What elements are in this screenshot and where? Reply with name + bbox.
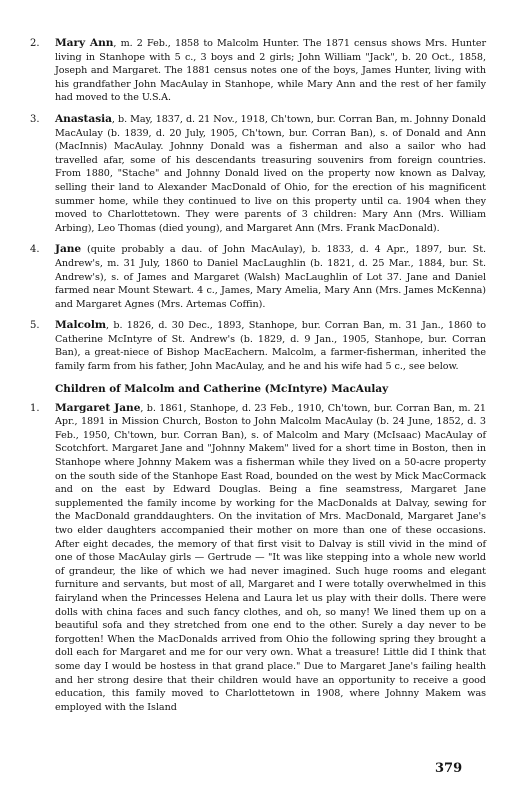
entry-text [55, 113, 486, 235]
entry-body: , m. 2 Feb., 1858 to Malcolm Hunter. The 1871 census shows Mrs. Hunter living in Stanhope with 5 c., 3 boys and 2 girls; John William "Jack", b. 20 Oct., 1858, Joseph and Margaret. The 1881 census notes one of the boys, James Hunter, living with his grandfather John MacAulay in Stanhope, while Mary Ann and the rest of her family had moved to the U.S.A. [55, 38, 486, 104]
entry-number: 1. [30, 402, 40, 414]
page-number: 379 [435, 761, 463, 776]
entry-name: Anastasia [55, 112, 112, 125]
entry-body: , b. 1826, d. 30 Dec., 1893, Stanhope, bur. Corran Ban, m. 31 Jan., 1860 to Catherine McIntyre of St. Andrew's (b. 1829, d. 9 Jan., 1905, Stanhope, bur. Corran Ban), a great-niece of Bishop MacEachern. Malcolm, a farmer-fisherman, inherited the family farm from his father, John MacAulay, and he and his wife had 5 c., see below. [55, 320, 486, 373]
entry-name: Margaret Jane [55, 401, 141, 414]
entry-body: , b. May, 1837, d. 21 Nov., 1918, Ch'town, bur. Corran Ban, m. Johnny Donald MacAulay (b. 1839, d. 20 July, 1905, Ch'town, bur. Corran Ban), s. of Donald and Ann (MacInnis) MacAulay. Johnny Donald was a fisherman and also a sailor who had travelled afar, some of his descendants treasuring souvenirs from foreign countries. From 1880, "Stache" and Johnny Donald lived on the property now known as Dalvay, selling their land to Alexander MacDonald of Ohio, for the erection of his magnificent summer home, while they continued to live on this property until ca. 1904 when they moved to Charlottetown. They were parents of 3 children: Mary Ann (Mrs. William Arbing), Leo Thomas (died young), and Margaret Ann (Mrs. Frank MacDonald). [55, 113, 486, 234]
entries-list [0, 37, 509, 722]
section-heading: Children of Malcolm and Catherine (McIntyre) MacAulay [55, 382, 389, 395]
entry-text [55, 37, 486, 105]
entry-body: (quite probably a dau. of John MacAulay), b. 1833, d. 4 Apr., 1897, bur. St. Andrew's, m. 31 July, 1860 to Daniel MacLaughlin (b. 1821, d. 25 Mar., 1884, bur. St. Andrew's), s. of James and Margaret (Walsh) MacLaughlin of Lot 37. Jane and Daniel farmed near Mount Stewart. 4 c., James, Mary Amelia, Mary Ann (Mrs. James McKenna) and Margaret Agnes (Mrs. Artemas Coffin). [55, 244, 486, 310]
entry-body: , b. 1861, Stanhope, d. 23 Feb., 1910, Ch'town, bur. Corran Ban, m. 21 Apr., 1891 in Mission Church, Boston to John Malcolm MacAulay (b. 24 June, 1852, d. 3 Feb., 1950, Ch'town, bur. Corran Ban), s. of Malcolm and Mary (McIsaac) MacAulay of Scotchfort. Margaret Jane and "Johnny Makem" lived for a short time in Boston, then in Stanhope where Johnny Makem was a fisherman while they lived on a 50-acre property on the south side of the Stanhope East Road, bounded on the west by Mick MacCormack and on the east by Edward Douglas. Being a fine seamstress, Margaret Jane supplemented the family income by working for the MacDonalds at Dalvay, sewing for the MacDonald granddaughters. On the invitation of Mrs. MacDonald, Margaret Jane's two elder daughters accompanied their mother on more than one of these occasions. After eight decades, the memory of that first visit to Dalvay is still vivid in the mind of one of those MacAulay girls — Gertrude — "It was like stepping into a whole new world of grandeur, the like of which we had never imagined. Such huge rooms and elegant furniture and servants, but most of all, Margaret and I were totally overwhelmed in this fairyland when the Princesses Helena and Laura let us play with their dolls. There were dolls with china faces and such fancy clothes, and oh, so many! We lined them up on a beautiful sofa and they stretched from one end to the other. Surely a day never to be forgotten! When the MacDonalds arrived from Ohio the following spring they brought a doll each for Margaret and me for our very own. What a treasure! Little did I think that some day I would be hostess in that grand place." Due to Margaret Jane's failing health and her strong desire that their children would have an opportunity to receive a good education, this family moved to Charlottetown in 1908, where Johnny Makem was employed with the Island [55, 402, 486, 713]
entry-number: 2. [30, 38, 40, 49]
entry-text [55, 319, 486, 373]
entry-name: Jane [55, 243, 82, 256]
entry-number: 3. [30, 113, 40, 125]
entry-name: Mary Ann [55, 37, 114, 49]
entry-number: 5. [30, 320, 40, 332]
entry-name: Malcolm [55, 319, 107, 332]
list-item [0, 243, 509, 311]
list-item [0, 113, 509, 235]
entry-text [55, 402, 486, 715]
list-item [0, 319, 509, 373]
entry-number: 4. [30, 244, 40, 256]
list-item [0, 402, 509, 715]
list-item [0, 37, 509, 105]
entry-text [55, 243, 486, 311]
